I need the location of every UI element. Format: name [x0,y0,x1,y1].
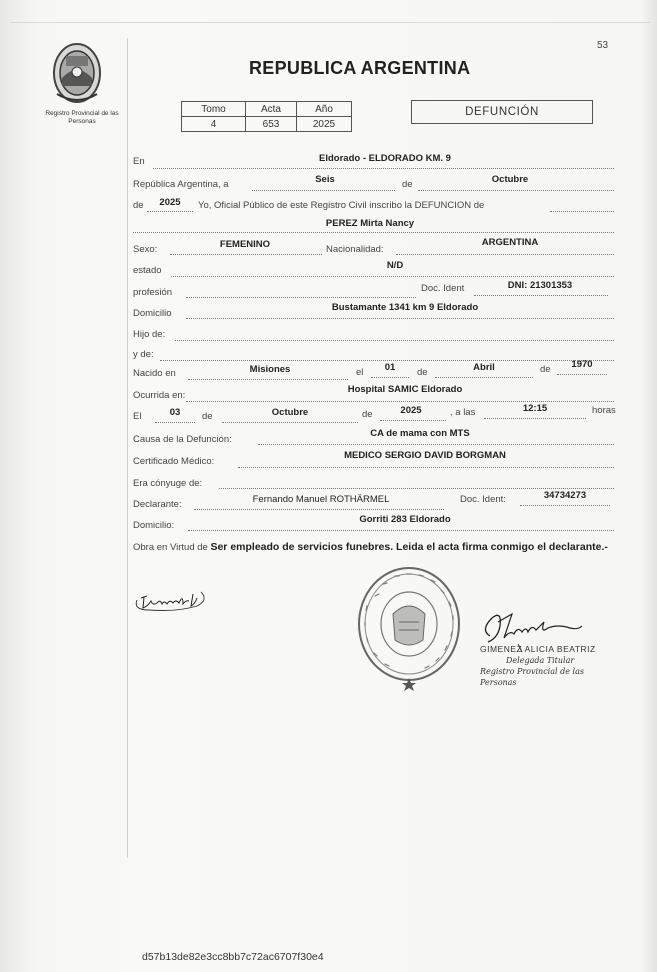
sexo-value: FEMENINO [219,239,271,250]
obra-paragraph [133,538,613,557]
sexo-label: Sexo: [133,244,158,255]
decl-domicilio-value: Gorriti 283 Eldorado [359,514,451,525]
dotted-line [188,379,348,380]
republica-label: República Argentina, a [133,179,229,190]
death-year-value: 2025 [400,405,422,416]
dotted-line [133,232,614,233]
birth-de2-label: de [540,364,551,375]
decl-domicilio-label: Domicilio: [133,520,175,531]
causa-label: Causa de la Defunción: [133,434,232,445]
dotted-line [371,377,409,378]
nacionalidad-value: ARGENTINA [481,237,539,248]
dotted-line [258,444,614,445]
official-title: Delegada Titular [506,656,575,665]
dotted-line [175,340,614,341]
birth-day-value: 01 [384,362,396,373]
dotted-line [252,190,395,191]
dotted-line [186,401,614,402]
domicilio-value: Bustamante 1341 km 9 Eldorado [331,302,479,313]
anio-header: Año [297,102,352,117]
dotted-line [188,530,614,531]
profesion-label: profesión [133,287,173,298]
page-number: 53 [597,40,609,51]
acta-value: 653 [246,117,297,132]
de-label: de [402,179,413,190]
decl-doc-value: 34734273 [543,490,587,501]
horas-label: horas [592,405,616,416]
nacionalidad-label: Nacionalidad: [326,244,384,255]
nacido-label: Nacido en [133,368,176,379]
death-de2-label: de [362,409,373,420]
dotted-line [238,467,614,468]
dotted-line [186,297,416,298]
document-hash: d57b13de82e3cc8bb7c72ac6707f30e4 [142,951,324,963]
El-label: El [133,411,142,422]
dotted-line [155,422,195,423]
top-edge-line [10,22,650,23]
el-label: el [356,367,364,378]
obra-text: Ser empleado de servicios funebres. Leida el acta firma conmigo el declarante.- [210,541,608,553]
month-words-value: Octubre [491,174,529,185]
anio-value: 2025 [297,117,352,132]
dotted-line [380,420,446,421]
estado-label: estado [133,265,162,276]
margin-line [127,38,128,858]
doc-ident-label: Doc. Ident [421,283,465,294]
dotted-line [520,505,610,506]
dotted-line [435,377,533,378]
doc-ident-value: DNI: 21301353 [507,280,573,291]
en-label: En [133,156,145,167]
registry-label: Registro Provincial de las Personas [45,110,119,125]
estado-value: N/D [386,260,404,271]
conyuge-label: Era cónyuge de: [133,478,203,489]
dotted-line [153,168,614,169]
dotted-line [484,418,586,419]
death-month-value: Octubre [271,407,309,418]
handwritten-signature-icon [131,586,211,618]
a-las-label: , a las [450,407,476,418]
year-value: 2025 [159,197,181,208]
dotted-line [219,488,614,489]
provincial-emblem-icon [52,42,102,104]
death-day-value: 03 [169,407,181,418]
dotted-line [171,276,614,277]
dotted-line [194,509,444,510]
hijo-label: Hijo de: [133,329,166,340]
decl-doc-label: Doc. Ident: [460,494,506,505]
dotted-line [396,254,614,255]
tomo-header: Tomo [182,102,246,117]
dotted-line [160,360,614,361]
declarante-label: Declarante: [133,499,182,510]
ocurrida-value: Hospital SAMIC Eldorado [347,384,463,395]
ocurrida-label: Ocurrida en: [133,390,186,401]
official-name: GIMENEZ ALICIA BEATRIZ [480,644,596,654]
page-title: REPUBLICA ARGENTINA [249,58,471,78]
domicilio-label: Domicilio [133,308,172,319]
official-seal-icon [355,566,463,692]
y-de-label: y de: [133,349,154,360]
dotted-line [186,318,614,319]
birth-de1-label: de [417,367,428,378]
dotted-line [418,190,614,191]
birth-month-value: Abril [473,362,495,373]
certificado-value: MEDICO SERGIO DAVID BORGMAN [344,450,506,461]
day-words-value: Seis [315,174,335,185]
dotted-line [557,374,607,375]
dotted-line [222,422,358,423]
declarante-value: Fernando Manuel ROTHÄRMEL [252,494,390,505]
place-value: Eldorado - ELDORADO KM. 9 [319,153,451,164]
certificado-label: Certificado Médico: [133,456,215,467]
official-signature-block [480,644,620,688]
document-type-box: DEFUNCIÓN [411,100,593,124]
dotted-line [550,211,614,212]
tomo-value: 4 [182,117,246,132]
dotted-line [474,295,608,296]
death-de1-label: de [202,411,213,422]
dotted-line [147,211,193,212]
obra-label: Obra en Virtud de [133,542,208,553]
birth-year-value: 1970 [571,359,593,370]
death-time-value: 12:15 [522,403,548,414]
record-table [181,101,352,132]
causa-value: CA de mama con MTS [370,428,470,439]
year-prefix-label: de [133,200,144,211]
official-institution: Registro Provincial de las Personas [480,667,584,687]
deceased-name: PEREZ Mirta Nancy [325,218,415,229]
acta-header: Acta [246,102,297,117]
official-text: Yo, Oficial Público de este Registro Civil inscribo la DEFUNCION de [198,200,485,211]
dotted-line [170,254,322,255]
birthplace-value: Misiones [249,364,291,375]
